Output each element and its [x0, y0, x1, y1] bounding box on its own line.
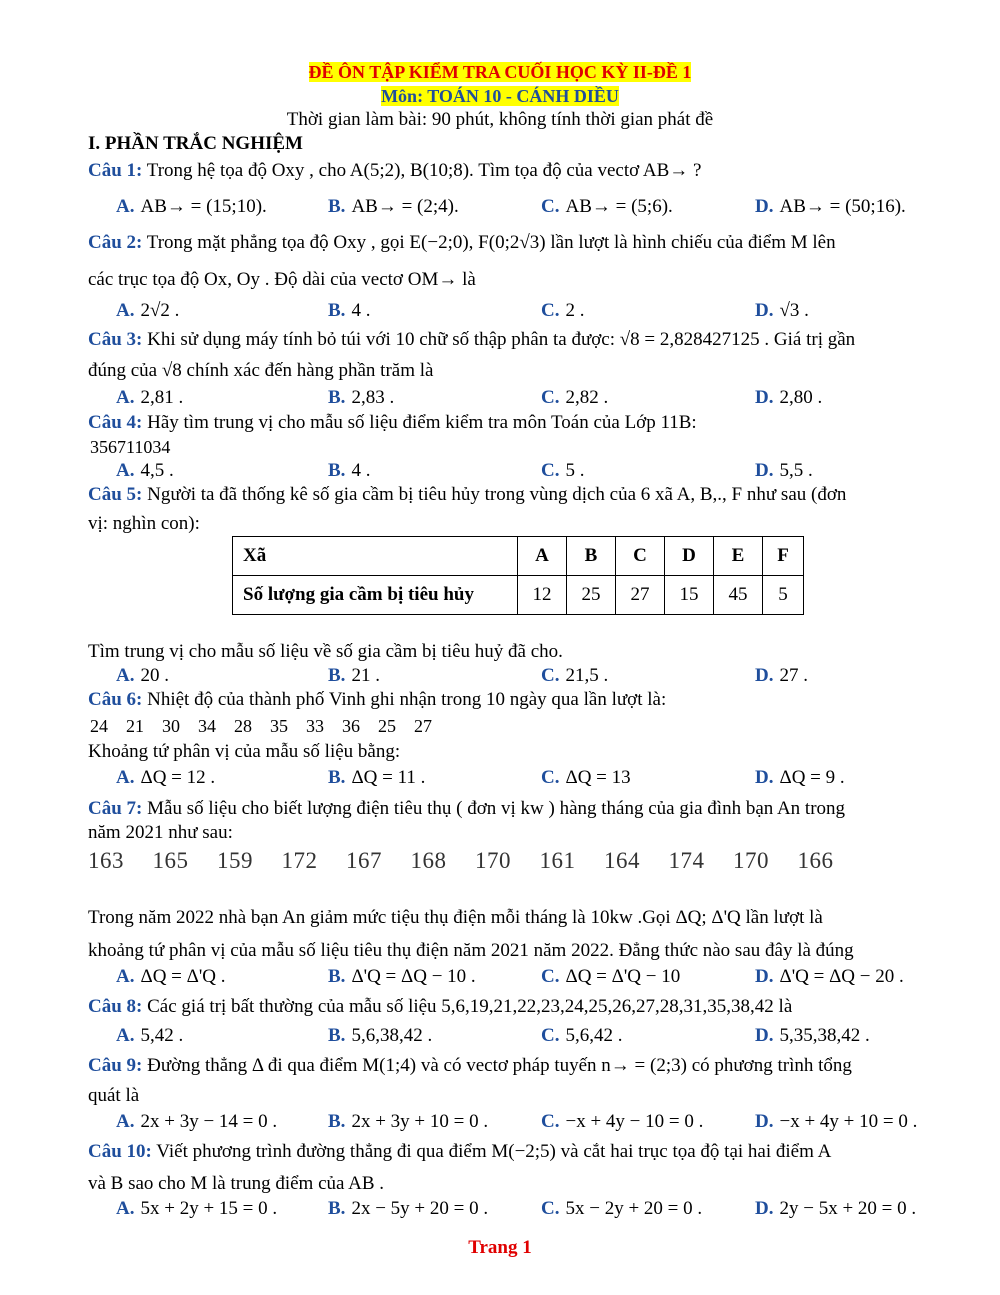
question-3-cont: đúng của √8 chính xác đến hàng phần trăm là: [88, 360, 434, 381]
exam-title-row: [0, 60, 1000, 85]
q3-option-d: D. 2,80 .: [755, 387, 823, 408]
question-label: Câu 7:: [88, 798, 143, 819]
question-text: Trong mặt phẳng tọa độ Oxy , gọi E(−2;0), F(0;2√3) lần lượt là hình chiếu của điểm M lên: [142, 232, 836, 253]
q9-option-b: B. 2x + 3y + 10 = 0 .: [328, 1111, 489, 1132]
q5-option-a: A. 20 .: [116, 665, 169, 686]
time-line: Thời gian làm bài: 90 phút, không tính thời gian phát đề: [286, 109, 714, 130]
section-heading: I. PHẦN TRẮC NGHIỆM: [88, 133, 303, 154]
q10-option-a: A. 5x + 2y + 15 = 0 .: [116, 1198, 278, 1219]
question-9-cont: quát là: [88, 1085, 140, 1106]
question-text: Khi sử dụng máy tính bỏ túi với 10 chữ số thập phân ta được: √8 = 2,828427125 . Giá trị gần: [142, 329, 856, 350]
question-7: [88, 797, 845, 821]
table-cell: 27: [616, 576, 665, 615]
question-10-cont: và B sao cho M là trung điểm của AB .: [88, 1173, 385, 1194]
q6-option-a: A. ΔQ = 12 .: [116, 767, 216, 788]
table-header-cell: D: [665, 537, 714, 576]
question-5: [88, 483, 846, 507]
q7-option-b: B. Δ'Q = ΔQ − 10 .: [328, 966, 476, 987]
q9-option-d: D. −x + 4y + 10 = 0 .: [755, 1111, 918, 1132]
question-label: Câu 9:: [88, 1055, 143, 1076]
table-header-cell: Số lượng gia cầm bị tiêu hủy: [233, 576, 518, 615]
q8-option-b: B. 5,6,38,42 .: [328, 1025, 433, 1046]
q10-option-b: B. 2x − 5y + 20 = 0 .: [328, 1198, 489, 1219]
question-1: [88, 159, 701, 183]
table-header-cell: C: [616, 537, 665, 576]
q1-option-a: A. AB→ = (15;10).: [116, 196, 267, 217]
q7-option-c: C. ΔQ = Δ'Q − 10: [541, 966, 681, 987]
q4-data: 356711034: [90, 437, 171, 457]
question-4: [88, 411, 697, 435]
q4-option-a: A. 4,5 .: [116, 460, 174, 481]
question-7-cont: năm 2021 như sau:: [88, 822, 233, 843]
question-label: Câu 1:: [88, 160, 143, 181]
q6-ask: Khoảng tứ phân vị của mẫu số liệu bằng:: [88, 741, 401, 762]
table-header-cell: Xã: [233, 537, 518, 576]
table-row: [233, 537, 804, 576]
question-10: [88, 1140, 831, 1164]
q2-option-b: B. 4 .: [328, 300, 371, 321]
question-9: [88, 1054, 852, 1078]
question-7-cont3: khoảng tứ phân vị của mẫu số liệu tiêu thụ điện năm 2021 năm 2022. Đẳng thức nào sau đây là đúng: [88, 940, 854, 961]
q8-option-a: A. 5,42 .: [116, 1025, 184, 1046]
q4-option-c: C. 5 .: [541, 460, 585, 481]
question-label: Câu 8:: [88, 996, 143, 1017]
question-2: [88, 231, 836, 255]
q3-option-b: B. 2,83 .: [328, 387, 395, 408]
question-label: Câu 6:: [88, 689, 143, 710]
exam-title: ĐỀ ÔN TẬP KIỂM TRA CUỐI HỌC KỲ II-ĐỀ 1: [308, 62, 692, 82]
q8-option-d: D. 5,35,38,42 .: [755, 1025, 870, 1046]
q2-option-d: D. √3 .: [755, 300, 809, 321]
table-header-cell: F: [763, 537, 804, 576]
q5-option-d: D. 27 .: [755, 665, 808, 686]
q6-option-c: C. ΔQ = 13: [541, 767, 631, 788]
table-cell: 45: [714, 576, 763, 615]
question-label: Câu 10:: [88, 1141, 152, 1162]
question-text: Đường thẳng Δ đi qua điểm M(1;4) và có vectơ pháp tuyến n→ = (2;3) có phương trình tổng: [142, 1055, 852, 1076]
question-label: Câu 4:: [88, 412, 143, 433]
subject-row: [0, 84, 1000, 109]
question-label: Câu 5:: [88, 484, 143, 505]
q8-option-c: C. 5,6,42 .: [541, 1025, 623, 1046]
question-8: [88, 995, 792, 1019]
question-2-cont: các trục tọa độ Ox, Oy . Độ dài của vectơ OM→ là: [88, 269, 476, 290]
question-6: [88, 688, 666, 712]
poultry-table: [232, 536, 804, 615]
question-text: Các giá trị bất thường của mẫu số liệu 5,6,19,21,22,23,24,25,26,27,28,31,35,38,42 là: [142, 996, 793, 1017]
q6-data: 24 21 30 34 28 35 33 36 25 27: [90, 716, 432, 736]
q7-option-d: D. Δ'Q = ΔQ − 20 .: [755, 966, 904, 987]
question-text: Nhiệt độ của thành phố Vinh ghi nhận trong 10 ngày qua lần lượt là:: [142, 689, 667, 710]
q9-option-a: A. 2x + 3y − 14 = 0 .: [116, 1111, 278, 1132]
table-header-cell: E: [714, 537, 763, 576]
question-7-cont2: Trong năm 2022 nhà bạn An giảm mức tiệu thụ điện mỗi tháng là 10kw .Gọi ΔQ; Δ'Q lần lượt là: [88, 907, 823, 928]
q2-option-c: C. 2 .: [541, 300, 585, 321]
q1-option-d: D. AB→ = (50;16).: [755, 196, 906, 217]
q5-option-b: B. 21 .: [328, 665, 380, 686]
table-header-cell: B: [567, 537, 616, 576]
q7-data: 163 165 159 172 167 168 170 161 164 174 170 166: [88, 848, 834, 873]
q9-option-c: C. −x + 4y − 10 = 0 .: [541, 1111, 704, 1132]
q6-option-b: B. ΔQ = 11 .: [328, 767, 426, 788]
q5-option-c: C. 21,5 .: [541, 665, 609, 686]
question-label: Câu 2:: [88, 232, 143, 253]
question-text: Mẫu số liệu cho biết lượng điện tiêu thụ ( đơn vị kw ) hàng tháng của gia đình bạn An trong: [142, 798, 846, 819]
q10-option-c: C. 5x − 2y + 20 = 0 .: [541, 1198, 703, 1219]
q6-option-d: D. ΔQ = 9 .: [755, 767, 845, 788]
q1-option-b: B. AB→ = (2;4).: [328, 196, 459, 217]
table-row: [233, 576, 804, 615]
q4-option-b: B. 4 .: [328, 460, 371, 481]
page-number: Trang 1: [468, 1237, 532, 1258]
q2-option-a: A. 2√2 .: [116, 300, 180, 321]
question-text: Người ta đã thống kê số gia cầm bị tiêu hủy trong vùng dịch của 6 xã A, B,., F như sau (đơn: [142, 484, 847, 505]
q4-option-d: D. 5,5 .: [755, 460, 813, 481]
q7-option-a: A. ΔQ = Δ'Q .: [116, 966, 226, 987]
question-text: Viết phương trình đường thẳng đi qua điểm M(−2;5) và cắt hai trục tọa độ tại hai điểm A: [151, 1141, 832, 1162]
subject-line: Môn: TOÁN 10 - CÁNH DIỀU: [381, 86, 619, 106]
q10-option-d: D. 2y − 5x + 20 = 0 .: [755, 1198, 917, 1219]
question-3: [88, 328, 855, 352]
q1-option-c: C. AB→ = (5;6).: [541, 196, 673, 217]
q5-ask: Tìm trung vị cho mẫu số liệu về số gia cầm bị tiêu huỷ đã cho.: [88, 641, 563, 662]
question-5-cont: vị: nghìn con):: [88, 513, 200, 534]
question-label: Câu 3:: [88, 329, 143, 350]
question-text: Hãy tìm trung vị cho mẫu số liệu điểm kiểm tra môn Toán của Lớp 11B:: [142, 412, 697, 433]
table-header-cell: A: [518, 537, 567, 576]
table-cell: 12: [518, 576, 567, 615]
q3-option-a: A. 2,81 .: [116, 387, 184, 408]
table-cell: 25: [567, 576, 616, 615]
table-cell: 5: [763, 576, 804, 615]
table-cell: 15: [665, 576, 714, 615]
q3-option-c: C. 2,82 .: [541, 387, 609, 408]
question-text: Trong hệ tọa độ Oxy , cho A(5;2), B(10;8). Tìm tọa độ của vectơ AB→ ?: [142, 160, 702, 181]
